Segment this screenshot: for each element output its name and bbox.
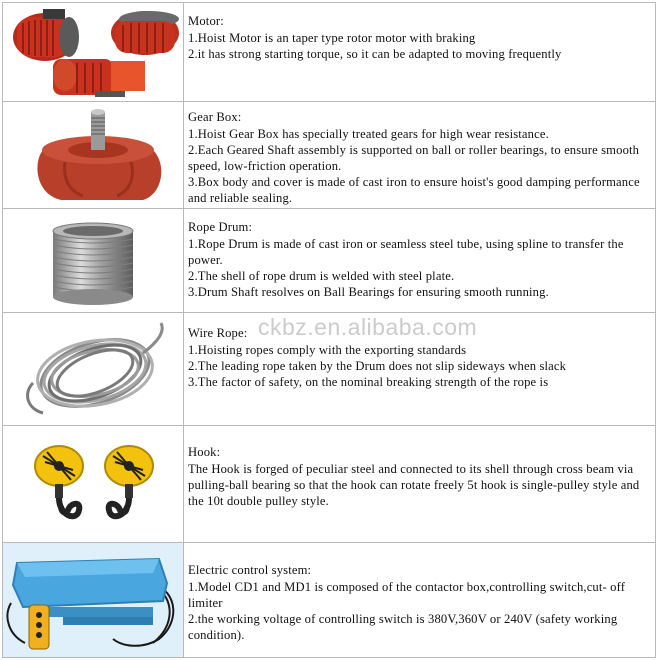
hook-line-1: The Hook is forged of peculiar steel and connected to its shell through cross beam via pulling-ball bearing so that the hook can rotate freely 5t hook is single-pulley style and the 10t double pulley style. — [188, 462, 640, 508]
electric-control-line-2: 2.the working voltage of controlling switch is 380V,360V or 240V (safety working condition). — [188, 612, 618, 642]
electric-control-line-1: 1.Model CD1 and MD1 is composed of the contactor box,controlling switch,cut- off limiter — [188, 580, 626, 610]
electric-control-text — [188, 543, 653, 657]
electric-control-image — [3, 543, 184, 657]
wire-rope-line-3: 3.The factor of safety, on the nominal breaking strength of the rope is — [188, 375, 549, 389]
gearbox-line-1: 1.Hoist Gear Box has specially treated gears for high wear resistance. — [188, 127, 549, 141]
motor-line-2: 2.it has strong starting torque, so it can be adapted to moving frequently — [188, 47, 562, 61]
rope-drum-line-2: 2.The shell of rope drum is welded with steel plate. — [188, 269, 455, 283]
wire-rope-title: Wire Rope: — [188, 326, 248, 340]
motor-image — [3, 3, 184, 101]
wire-rope-line-2: 2.The leading rope taken by the Drum does not slip sideways when slack — [188, 359, 567, 373]
motor-line-1: 1.Hoist Motor is an taper type rotor motor with braking — [188, 31, 476, 45]
wire-rope-image — [3, 313, 184, 425]
electric-control-title: Electric control system: — [188, 563, 312, 577]
rope-drum-image — [3, 209, 184, 312]
hook-text — [188, 426, 653, 542]
row-gearbox — [3, 102, 655, 209]
rope-drum-line-1: 1.Rope Drum is made of cast iron or seamless steel tube, using spline to transfer the power. — [188, 237, 624, 267]
gearbox-text — [188, 102, 653, 208]
hook-image — [3, 426, 184, 542]
wire-rope-line-1: 1.Hoisting ropes comply with the exporting standards — [188, 343, 467, 357]
rope-drum-line-3: 3.Drum Shaft resolves on Ball Bearings for ensuring smooth running. — [188, 285, 549, 299]
row-electric-control — [3, 543, 655, 657]
row-rope-drum — [3, 209, 655, 313]
rope-drum-text — [188, 209, 653, 312]
row-motor — [3, 3, 655, 102]
motor-title: Motor: — [188, 14, 224, 28]
motor-text — [188, 3, 653, 101]
gearbox-line-2: 2.Each Geared Shaft assembly is supported on ball or roller bearings, to ensure smooth speed, low-friction operation. — [188, 143, 640, 173]
gearbox-image — [3, 102, 184, 208]
hook-title: Hook: — [188, 445, 221, 459]
gearbox-title: Gear Box: — [188, 110, 242, 124]
rope-drum-title: Rope Drum: — [188, 220, 253, 234]
watermark: ckbz.en.alibaba.com — [258, 314, 478, 340]
row-hook — [3, 426, 655, 543]
gearbox-line-3: 3.Box body and cover is made of cast iron to ensure hoist's good damping performance and reliable sealing. — [188, 175, 640, 205]
